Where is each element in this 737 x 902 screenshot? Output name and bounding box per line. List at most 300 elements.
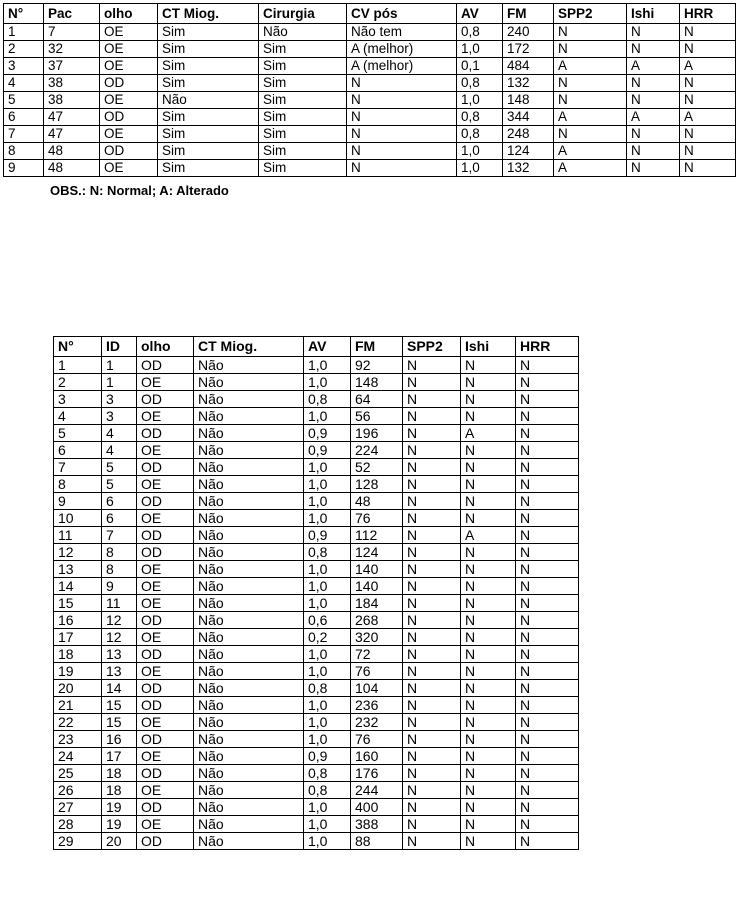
table-cell: N — [461, 697, 516, 714]
table-cell: 72 — [351, 646, 403, 663]
table-cell: A (melhor) — [347, 58, 457, 75]
column-header: N° — [4, 4, 44, 24]
table-cell: 15 — [102, 714, 137, 731]
column-header: olho — [100, 4, 158, 24]
table-cell: OD — [137, 391, 194, 408]
table-cell: N — [403, 595, 461, 612]
table-cell: 16 — [102, 731, 137, 748]
table-cell: 7 — [4, 126, 44, 143]
table-cell: 0,8 — [304, 782, 351, 799]
table-cell: N — [461, 816, 516, 833]
table-cell: 27 — [54, 799, 102, 816]
table-cell: N — [516, 459, 579, 476]
table-cell: N — [403, 561, 461, 578]
table-cell: N — [680, 75, 736, 92]
table-cell: 48 — [351, 493, 403, 510]
table-cell: 17 — [102, 748, 137, 765]
table-cell: N — [403, 663, 461, 680]
table-cell: N — [516, 357, 579, 374]
table-cell: 5 — [54, 425, 102, 442]
table-cell: Não tem — [347, 24, 457, 41]
table-cell: Sim — [259, 41, 347, 58]
table-row — [54, 731, 579, 748]
table-cell: N — [554, 92, 627, 109]
table-header-row — [4, 4, 736, 24]
table-cell: OD — [137, 765, 194, 782]
table-cell: N — [461, 714, 516, 731]
column-header: HRR — [680, 4, 736, 24]
table-cell: 320 — [351, 629, 403, 646]
table-cell: 7 — [54, 459, 102, 476]
column-header: Pac — [44, 4, 100, 24]
table-cell: 6 — [102, 493, 137, 510]
table-cell: 0,6 — [304, 612, 351, 629]
table-cell: 12 — [54, 544, 102, 561]
table-cell: N — [403, 442, 461, 459]
table-cell: 13 — [102, 663, 137, 680]
table-cell: 7 — [44, 24, 100, 41]
table-cell: OE — [137, 374, 194, 391]
table-cell: Sim — [158, 160, 259, 177]
table-cell: N — [461, 731, 516, 748]
table-cell: 0,9 — [304, 425, 351, 442]
table-cell: 48 — [44, 143, 100, 160]
table-cell: 132 — [503, 160, 554, 177]
table-cell: OE — [137, 714, 194, 731]
table-cell: 32 — [44, 41, 100, 58]
table-row — [54, 476, 579, 493]
table-cell: 0,8 — [457, 126, 503, 143]
table-row — [54, 425, 579, 442]
table-cell: 18 — [102, 765, 137, 782]
table-cell: N — [403, 408, 461, 425]
table-cell: 124 — [503, 143, 554, 160]
table-row — [54, 595, 579, 612]
table-cell: 248 — [503, 126, 554, 143]
table-cell: 484 — [503, 58, 554, 75]
table-cell: N — [461, 612, 516, 629]
table-cell: N — [516, 629, 579, 646]
table-cell: 0,8 — [304, 765, 351, 782]
table-cell: OD — [137, 544, 194, 561]
table-cell: 268 — [351, 612, 403, 629]
table-cell: N — [461, 765, 516, 782]
table-row — [54, 408, 579, 425]
table-cell: 76 — [351, 731, 403, 748]
table-cell: A (melhor) — [347, 41, 457, 58]
table-cell: N — [461, 629, 516, 646]
table-cell: 5 — [102, 459, 137, 476]
table-cell: OE — [137, 561, 194, 578]
table-cell: 15 — [102, 697, 137, 714]
table-cell: 140 — [351, 561, 403, 578]
table-cell: A — [627, 109, 680, 126]
table-cell: 224 — [351, 442, 403, 459]
table-cell: 1 — [54, 357, 102, 374]
table-cell: N — [403, 493, 461, 510]
table-row — [4, 92, 736, 109]
table-cell: Não — [194, 782, 304, 799]
table-cell: Sim — [158, 75, 259, 92]
table-cell: 17 — [54, 629, 102, 646]
table-row — [4, 143, 736, 160]
table-cell: OE — [137, 816, 194, 833]
table-row — [4, 75, 736, 92]
table-cell: Não — [194, 459, 304, 476]
table-cell: 8 — [4, 143, 44, 160]
column-header: HRR — [516, 337, 579, 357]
table-cell: 1,0 — [304, 493, 351, 510]
table-cell: N — [627, 24, 680, 41]
table-cell: N — [516, 663, 579, 680]
table-cell: N — [680, 126, 736, 143]
table-cell: 16 — [54, 612, 102, 629]
table-cell: OE — [137, 782, 194, 799]
table-cell: N — [347, 92, 457, 109]
table-cell: 12 — [102, 629, 137, 646]
table-cell: N — [461, 476, 516, 493]
table-cell: Não — [194, 442, 304, 459]
table-cell: 8 — [102, 561, 137, 578]
table-cell: Sim — [158, 58, 259, 75]
table-row — [54, 357, 579, 374]
table-cell: Não — [259, 24, 347, 41]
column-header: olho — [137, 337, 194, 357]
table-cell: 1,0 — [304, 561, 351, 578]
table-header-row — [54, 337, 579, 357]
table-cell: OE — [100, 92, 158, 109]
table-row — [54, 748, 579, 765]
table-cell: 0,8 — [457, 24, 503, 41]
table-cell: 0,9 — [304, 527, 351, 544]
table-cell: Não — [194, 629, 304, 646]
table-cell: A — [554, 109, 627, 126]
table-cell: 3 — [102, 391, 137, 408]
legend-note: OBS.: N: Normal; A: Alterado — [50, 183, 229, 198]
table-row — [54, 544, 579, 561]
table-cell: OE — [137, 510, 194, 527]
table-cell: 1,0 — [304, 476, 351, 493]
table-row — [54, 612, 579, 629]
column-header: Ishi — [627, 4, 680, 24]
table-cell: OD — [137, 680, 194, 697]
table-row — [54, 714, 579, 731]
table-cell: N — [403, 782, 461, 799]
table-cell: 64 — [351, 391, 403, 408]
table-cell: 124 — [351, 544, 403, 561]
table-cell: N — [516, 714, 579, 731]
table-cell: N — [403, 629, 461, 646]
table-cell: 14 — [54, 578, 102, 595]
patients-table-surgery — [3, 3, 736, 177]
table-cell: Não — [194, 408, 304, 425]
table-cell: 104 — [351, 680, 403, 697]
table-cell: N — [680, 143, 736, 160]
table-cell: 9 — [54, 493, 102, 510]
table-cell: 18 — [102, 782, 137, 799]
table-cell: OE — [137, 408, 194, 425]
table-cell: 0,8 — [457, 75, 503, 92]
table-cell: N — [461, 510, 516, 527]
table-cell: Não — [194, 425, 304, 442]
table-cell: A — [461, 527, 516, 544]
table-cell: N — [627, 75, 680, 92]
table-cell: Não — [158, 92, 259, 109]
table-cell: 1,0 — [304, 697, 351, 714]
table-cell: A — [680, 109, 736, 126]
table-cell: Não — [194, 544, 304, 561]
table-cell: 0,1 — [457, 58, 503, 75]
table-cell: N — [461, 357, 516, 374]
table-cell: 52 — [351, 459, 403, 476]
table-cell: N — [680, 160, 736, 177]
table-cell: 0,8 — [304, 391, 351, 408]
table-cell: 240 — [503, 24, 554, 41]
table-cell: OE — [100, 160, 158, 177]
table-cell: 56 — [351, 408, 403, 425]
table-cell: N — [516, 799, 579, 816]
table-cell: Não — [194, 816, 304, 833]
table-cell: 14 — [102, 680, 137, 697]
table-cell: 13 — [102, 646, 137, 663]
table-cell: 2 — [54, 374, 102, 391]
table-cell: 128 — [351, 476, 403, 493]
table-cell: A — [680, 58, 736, 75]
table-cell: OE — [100, 58, 158, 75]
column-header: FM — [351, 337, 403, 357]
table-cell: N — [516, 544, 579, 561]
table-cell: N — [461, 391, 516, 408]
column-header: N° — [54, 337, 102, 357]
table-cell: N — [627, 160, 680, 177]
table-cell: Sim — [158, 109, 259, 126]
table-cell: N — [516, 680, 579, 697]
table-cell: 7 — [102, 527, 137, 544]
table-cell: N — [516, 442, 579, 459]
table-cell: 9 — [102, 578, 137, 595]
table-cell: N — [680, 24, 736, 41]
table-cell: N — [554, 126, 627, 143]
table-cell: 1,0 — [304, 408, 351, 425]
table-cell: N — [516, 408, 579, 425]
table-cell: N — [403, 714, 461, 731]
table-cell: N — [461, 595, 516, 612]
table-cell: 232 — [351, 714, 403, 731]
table-cell: 11 — [102, 595, 137, 612]
table-cell: N — [403, 527, 461, 544]
table-cell: 2 — [4, 41, 44, 58]
table-cell: 9 — [4, 160, 44, 177]
table-cell: A — [554, 160, 627, 177]
table-cell: Sim — [259, 58, 347, 75]
table-cell: OD — [137, 799, 194, 816]
table-cell: 0,8 — [304, 680, 351, 697]
table-row — [4, 24, 736, 41]
table-cell: 388 — [351, 816, 403, 833]
table-cell: OE — [137, 578, 194, 595]
table-cell: 1,0 — [304, 459, 351, 476]
table-row — [54, 442, 579, 459]
table-cell: N — [461, 442, 516, 459]
table-cell: N — [403, 391, 461, 408]
table-cell: N — [461, 680, 516, 697]
column-header: FM — [503, 4, 554, 24]
table-cell: 4 — [4, 75, 44, 92]
table-cell: N — [554, 41, 627, 58]
table-cell: OD — [137, 459, 194, 476]
table-cell: N — [347, 143, 457, 160]
table-cell: Sim — [158, 143, 259, 160]
table-cell: Não — [194, 646, 304, 663]
table-cell: OD — [137, 833, 194, 850]
column-header: SPP2 — [554, 4, 627, 24]
table-cell: Não — [194, 527, 304, 544]
table-cell: 1,0 — [457, 143, 503, 160]
table-cell: N — [403, 765, 461, 782]
table-cell: 3 — [102, 408, 137, 425]
table-cell: Não — [194, 731, 304, 748]
table-cell: 48 — [44, 160, 100, 177]
table-cell: Não — [194, 833, 304, 850]
table-cell: 6 — [4, 109, 44, 126]
table-row — [4, 126, 736, 143]
table-cell: N — [516, 374, 579, 391]
column-header: CT Miog. — [158, 4, 259, 24]
table-cell: OE — [100, 41, 158, 58]
table-cell: 76 — [351, 510, 403, 527]
table-cell: N — [627, 143, 680, 160]
table-cell: 0,9 — [304, 442, 351, 459]
table-cell: 8 — [102, 544, 137, 561]
table-cell: Não — [194, 578, 304, 595]
patients-table-control — [53, 336, 579, 850]
table-cell: N — [627, 92, 680, 109]
table-cell: N — [461, 459, 516, 476]
table-cell: N — [347, 75, 457, 92]
table-cell: N — [403, 748, 461, 765]
table-row — [54, 374, 579, 391]
table-cell: 24 — [54, 748, 102, 765]
table-cell: 6 — [54, 442, 102, 459]
table-cell: 88 — [351, 833, 403, 850]
table-cell: 1 — [102, 374, 137, 391]
table-row — [4, 58, 736, 75]
table-cell: Não — [194, 765, 304, 782]
table-row — [54, 799, 579, 816]
table-cell: Não — [194, 357, 304, 374]
table-row — [54, 510, 579, 527]
table-row — [4, 109, 736, 126]
table-cell: 3 — [4, 58, 44, 75]
table-row — [54, 629, 579, 646]
table-cell: 12 — [102, 612, 137, 629]
table-row — [54, 459, 579, 476]
table-cell: 244 — [351, 782, 403, 799]
table-cell: Não — [194, 374, 304, 391]
column-header: ID — [102, 337, 137, 357]
table-cell: 1,0 — [304, 714, 351, 731]
table-cell: N — [627, 41, 680, 58]
table-cell: 196 — [351, 425, 403, 442]
table-cell: OD — [137, 527, 194, 544]
table-cell: 1,0 — [304, 510, 351, 527]
table-cell: A — [461, 425, 516, 442]
table-cell: OE — [100, 24, 158, 41]
table-cell: 0,2 — [304, 629, 351, 646]
table-cell: N — [516, 765, 579, 782]
table-cell: 1 — [102, 357, 137, 374]
table-cell: 3 — [54, 391, 102, 408]
table-cell: N — [516, 391, 579, 408]
table-cell: 6 — [102, 510, 137, 527]
table-cell: 1,0 — [304, 799, 351, 816]
table-cell: 47 — [44, 126, 100, 143]
table-cell: N — [516, 697, 579, 714]
table-cell: N — [461, 374, 516, 391]
table-cell: N — [403, 697, 461, 714]
table-cell: Sim — [158, 126, 259, 143]
table-cell: N — [627, 126, 680, 143]
table-cell: A — [554, 143, 627, 160]
column-header: AV — [304, 337, 351, 357]
table-cell: OE — [137, 476, 194, 493]
table-cell: N — [516, 595, 579, 612]
table-cell: N — [516, 782, 579, 799]
table-cell: N — [403, 833, 461, 850]
table-cell: 1,0 — [304, 816, 351, 833]
table-cell: 23 — [54, 731, 102, 748]
table-cell: 148 — [503, 92, 554, 109]
table-cell: OD — [137, 493, 194, 510]
table-cell: N — [461, 799, 516, 816]
table-cell: N — [403, 612, 461, 629]
table-cell: 1,0 — [304, 731, 351, 748]
table-cell: N — [403, 425, 461, 442]
table-cell: OD — [100, 109, 158, 126]
table-row — [54, 833, 579, 850]
column-header: AV — [457, 4, 503, 24]
table-cell: Sim — [259, 160, 347, 177]
column-header: Cirurgia — [259, 4, 347, 24]
table-cell: N — [403, 357, 461, 374]
table-cell: 4 — [102, 425, 137, 442]
table-cell: 26 — [54, 782, 102, 799]
table-cell: N — [516, 816, 579, 833]
table-cell: Sim — [158, 41, 259, 58]
table-cell: OD — [137, 425, 194, 442]
table-cell: Não — [194, 493, 304, 510]
table-cell: N — [516, 646, 579, 663]
table-cell: OD — [137, 646, 194, 663]
table-cell: N — [516, 425, 579, 442]
table-cell: N — [516, 731, 579, 748]
table-cell: 21 — [54, 697, 102, 714]
table-cell: N — [680, 41, 736, 58]
table-cell: N — [516, 561, 579, 578]
table-cell: N — [461, 578, 516, 595]
table-cell: N — [516, 748, 579, 765]
table-cell: Não — [194, 680, 304, 697]
table-cell: OE — [137, 663, 194, 680]
table-cell: N — [461, 544, 516, 561]
table-cell: 19 — [102, 799, 137, 816]
table-cell: OE — [137, 595, 194, 612]
table-cell: OD — [137, 612, 194, 629]
table-cell: 132 — [503, 75, 554, 92]
table-cell: 13 — [54, 561, 102, 578]
table-cell: 38 — [44, 92, 100, 109]
table-cell: N — [461, 493, 516, 510]
